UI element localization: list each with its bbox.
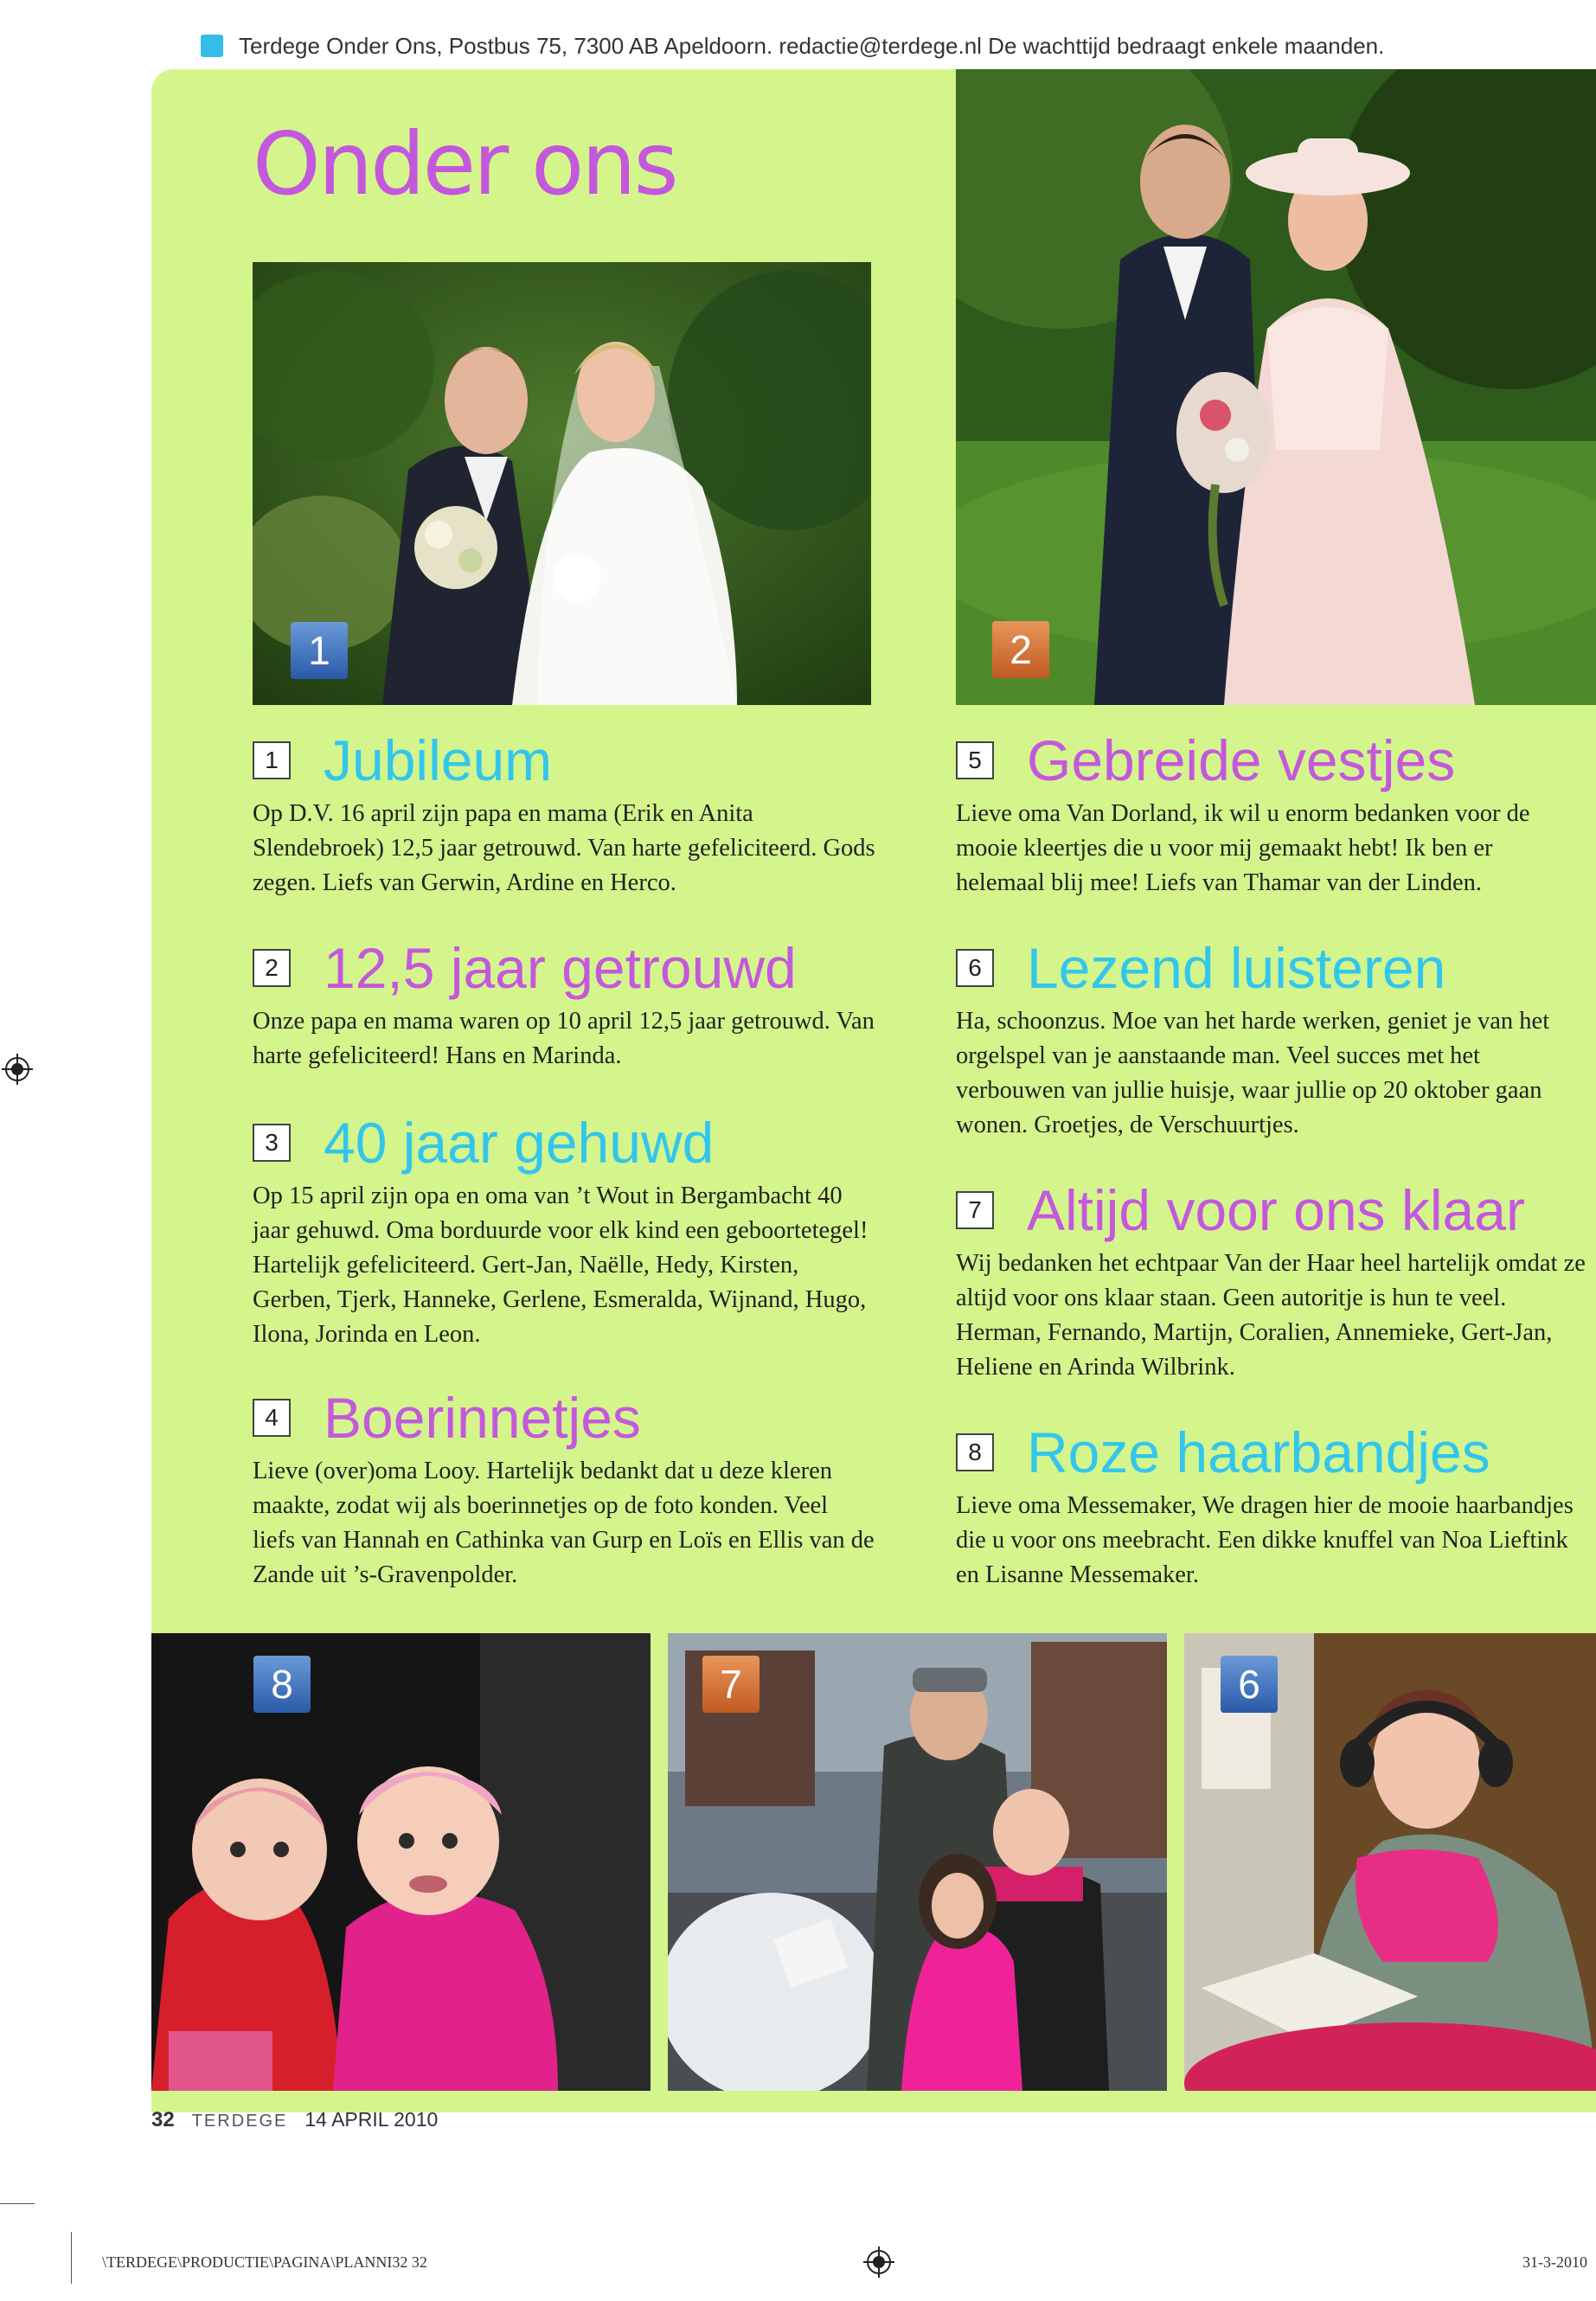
crop-mark	[71, 2232, 72, 2284]
item-number: 5	[956, 741, 994, 779]
item-7	[956, 1179, 1587, 1385]
item-body: Op D.V. 16 april zijn papa en mama (Erik en Anita Slendebroek) 12,5 jaar getrouwd. Van harte gefeliciteerd. Gods zegen. Liefs van Gerwin, Ardine en Herco.	[253, 800, 875, 896]
item-number: 3	[253, 1124, 291, 1162]
photo-1	[253, 262, 871, 705]
photo-6	[1184, 1633, 1596, 2091]
item-body: Op 15 april zijn opa en oma van ’t Wout in Bergambacht 40 jaar gehuwd. Oma borduurde voor elk kind een geboortetegel! Hartelijk gefeliciteerd. Gert-Jan, Naëlle, Hedy, Kirsten, Gerben, Tjerk, Hanneke, Gerlene, Esmeralda, Wijnand, Hugo, Ilona, Jorinda en Leon.	[253, 1183, 869, 1348]
garden-couple-photo	[956, 69, 1596, 705]
item-body: Lieve oma Messemaker, We dragen hier de mooie haarbandjes die u voor ons meebracht. Een dikke knuffel van Noa Lieftink en Lisanne Messemaker.	[956, 1492, 1574, 1588]
item-number: 4	[253, 1399, 291, 1437]
item-3	[253, 1112, 875, 1352]
item-8	[956, 1421, 1587, 1593]
photo-badge-6: 6	[1221, 1656, 1278, 1713]
item-title: Boerinnetjes	[324, 1386, 641, 1450]
item-title: 12,5 jaar getrouwd	[324, 936, 797, 1000]
photo-badge-2: 2	[992, 621, 1049, 678]
photo-badge-8: 8	[253, 1656, 311, 1713]
photo-2	[956, 69, 1596, 705]
crop-mark	[0, 2203, 35, 2204]
item-title: Gebreide vestjes	[1027, 728, 1456, 792]
item-title: 40 jaar gehuwd	[324, 1111, 715, 1175]
item-body: Onze papa en mama waren op 10 april 12,5 jaar getrouwd. Van harte gefeliciteerd! Hans en Marinda.	[253, 1008, 875, 1069]
item-6	[956, 937, 1587, 1143]
item-body: Lieve oma Van Dorland, ik wil u enorm bedanken voor de mooie kleertjes die u voor mij gemaakt hebt! Ik ben er helemaal blij mee! Liefs van Thamar van der Linden.	[956, 800, 1530, 896]
item-2	[253, 937, 875, 1074]
page-number: 32	[151, 2108, 175, 2131]
folio	[151, 2108, 438, 2132]
square-bullet-icon	[201, 35, 223, 57]
contact-bar	[201, 26, 1384, 66]
item-5	[956, 729, 1587, 901]
item-title: Altijd voor ons klaar	[1027, 1178, 1525, 1242]
issue-date: 14 APRIL 2010	[304, 2108, 439, 2131]
item-number: 7	[956, 1191, 994, 1229]
item-number: 2	[253, 949, 291, 987]
photo-badge-7: 7	[702, 1656, 760, 1713]
photo-8	[151, 1633, 651, 2091]
item-body: Wij bedanken het echtpaar Van der Haar heel hartelijk omdat ze altijd voor ons klaar staan. Geen autoritje is hun te veel. Herman, Fernando, Martijn, Coralien, Annemieke, Gert-Jan, Heliene en Arinda Wilbrink.	[956, 1250, 1586, 1381]
registration-mark-icon	[2, 1054, 33, 1085]
item-1	[253, 729, 875, 901]
magazine-name: TERDEGE	[191, 2112, 288, 2131]
item-number: 6	[956, 949, 994, 987]
two-babies-photo	[151, 1633, 651, 2091]
slug-path: \TERDEGE\PRODUCTIE\PAGINA\PLANNI32 32	[102, 2253, 427, 2271]
item-body: Ha, schoonzus. Moe van het harde werken, geniet je van het orgelspel van je aanstaande man. Veel succes met het verbouwen van jullie huisje, waar jullie op 20 oktober gaan wonen. Groetjes, de Verschuurtjes.	[956, 1008, 1550, 1138]
photo-7	[668, 1633, 1167, 2091]
item-4	[253, 1387, 875, 1593]
item-title: Lezend luisteren	[1027, 936, 1446, 1000]
slug-date: 31-3-2010	[1522, 2253, 1587, 2271]
registration-mark-icon	[863, 2247, 894, 2278]
item-title: Roze haarbandjes	[1027, 1420, 1490, 1484]
section-title: Onder ons	[253, 113, 676, 215]
item-number: 8	[956, 1433, 994, 1471]
item-body: Lieve (over)oma Looy. Hartelijk bedankt dat u deze kleren maakte, zodat wij als boerinnetjes op de foto konden. Veel liefs van Hannah en Cathinka van Gurp en Loïs en Ellis van de Zande uit ’s-Gravenpolder.	[253, 1458, 875, 1588]
photo-badge-1: 1	[291, 622, 348, 679]
item-number: 1	[253, 741, 291, 779]
contact-line: Terdege Onder Ons, Postbus 75, 7300 AB Apeldoorn. redactie@terdege.nl De wachttijd bedraagt enkele maanden.	[239, 32, 1385, 59]
item-title: Jubileum	[324, 728, 553, 792]
